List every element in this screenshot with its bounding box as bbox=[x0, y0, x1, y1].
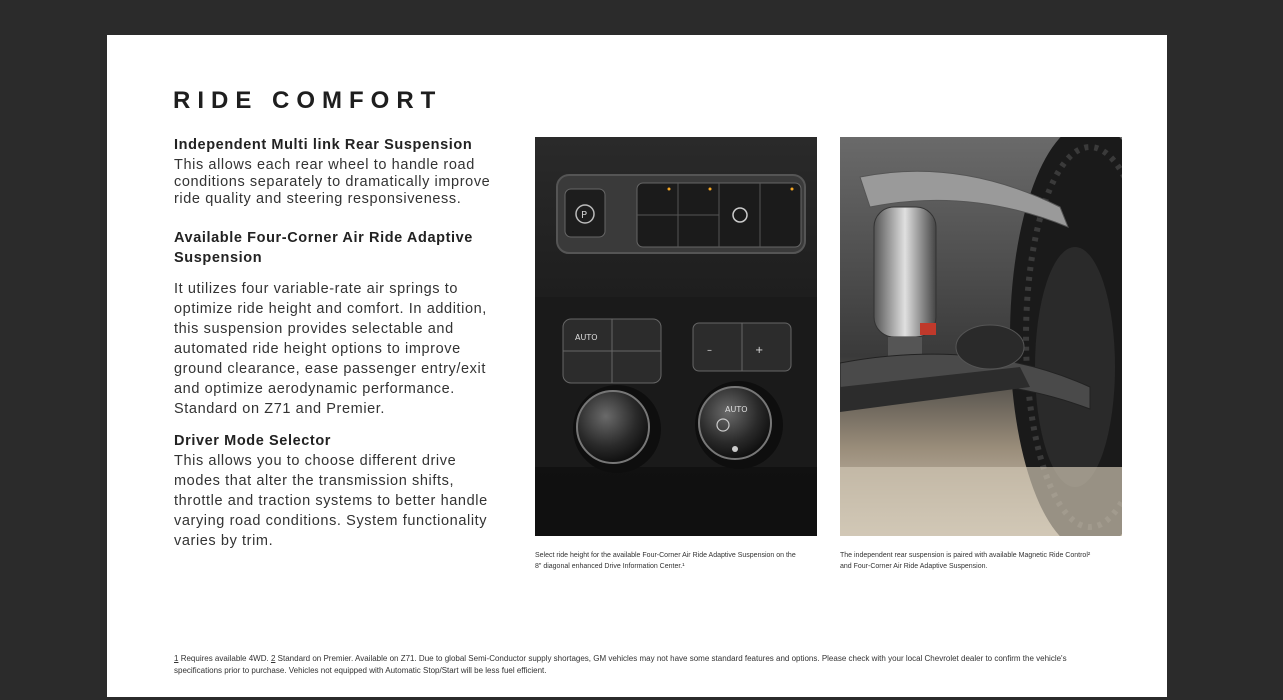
rear-suspension-photo bbox=[840, 137, 1122, 536]
footnote-text: Requires available 4WD. bbox=[180, 654, 269, 663]
page-title: RIDE COMFORT bbox=[173, 87, 443, 114]
photo-caption: Select ride height for the available Four-Corner Air Ride Adaptive Suspension on the 8" diagonal enhanced Drive Information Center.¹ bbox=[535, 552, 796, 570]
text-column bbox=[174, 135, 492, 551]
section-heading: Independent Multi link Rear Suspension bbox=[174, 137, 473, 153]
section-drive-mode bbox=[174, 431, 492, 551]
auto-button-label: AUTO bbox=[575, 333, 598, 342]
svg-text:–: – bbox=[707, 345, 712, 356]
footnote-number: 2 bbox=[270, 654, 276, 663]
photo-caption: The independent rear suspension is paired with available Magnetic Ride Control² and Four-Corner Air Ride Adaptive Suspension. bbox=[840, 552, 1091, 570]
section-body: It utilizes four variable-rate air springs to optimize ride height and comfort. In addition, this suspension provides selectable and automated ride height options to improve ground clearance, ease passenger entry/exit and optimize aerodynamic performance. Standard on Z71 and Premier. bbox=[174, 281, 487, 417]
section-air-ride bbox=[174, 228, 492, 419]
section-rear-suspension bbox=[174, 135, 492, 208]
svg-text:+: + bbox=[755, 345, 764, 356]
footnote-number: 1 bbox=[174, 654, 179, 663]
section-body: This allows you to choose different drive modes that alter the transmission shifts, throttle and traction systems to better handle varying road conditions. System functionality varies by trim. bbox=[174, 453, 488, 549]
svg-text:P: P bbox=[581, 210, 588, 221]
footnote bbox=[174, 653, 1104, 677]
section-heading: Driver Mode Selector bbox=[174, 433, 332, 449]
section-heading: Available Four-Corner Air Ride Adaptive Suspension bbox=[174, 230, 473, 266]
document-page bbox=[107, 35, 1167, 697]
section-body: This allows each rear wheel to handle road conditions separately to dramatically improve ride quality and steering responsiveness. bbox=[174, 157, 491, 207]
auto-knob-label: AUTO bbox=[725, 405, 748, 414]
footnote-text: Standard on Premier. Available on Z71. Due to global Semi-Conductor supply shortages, GM vehicles may not have some standard features and options. Please check with your local Chevrolet dealer to confirm the vehicle's specifications prior to purchase. Vehicles not equipped with Automatic Stop/Start will be less fuel efficient. bbox=[174, 654, 1067, 675]
dashboard-controls-photo bbox=[535, 137, 817, 536]
